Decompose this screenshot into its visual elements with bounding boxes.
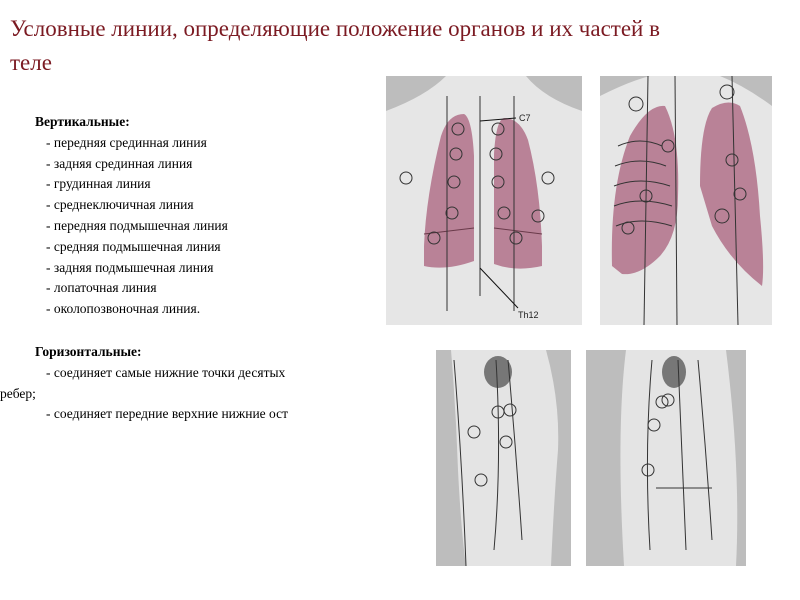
horizontal-item: - соединяет самые нижние точки десятых: [46, 364, 286, 380]
vertical-item: - задняя подмышечная линия: [46, 259, 214, 275]
vertical-item: - средняя подмышечная линия: [46, 238, 221, 254]
c7-label: C7: [519, 113, 531, 123]
horizontal-item-continuation: ребер;: [0, 385, 36, 401]
vertical-item: - передняя срединная линия: [46, 134, 207, 150]
back-lungs-figure: [386, 76, 582, 325]
vertical-item: - околопозвоночная линия.: [46, 301, 201, 317]
back-oblique-figure: [600, 76, 772, 325]
vertical-item: - среднеключичная линия: [46, 197, 194, 213]
vertical-item: - грудинная линия: [46, 176, 151, 192]
vertical-heading: Вертикальные:: [35, 114, 130, 129]
slide-title: Условные линии, определяющие положение органов и их частей в теле: [10, 16, 660, 75]
vertical-item: - задняя срединная линия: [46, 155, 193, 171]
horizontal-item: - соединяет передние верхние нижние ост: [46, 406, 289, 422]
horizontal-heading: Горизонтальные:: [35, 343, 142, 359]
vertical-item: - передняя подмышечная линия: [46, 217, 228, 233]
vertical-item: - лопаточная линия: [46, 280, 157, 296]
text-block: [0, 112, 360, 425]
chest-side-figure: [436, 350, 571, 566]
side-view-figure: [586, 350, 746, 566]
th12-label: Th12: [518, 310, 539, 320]
